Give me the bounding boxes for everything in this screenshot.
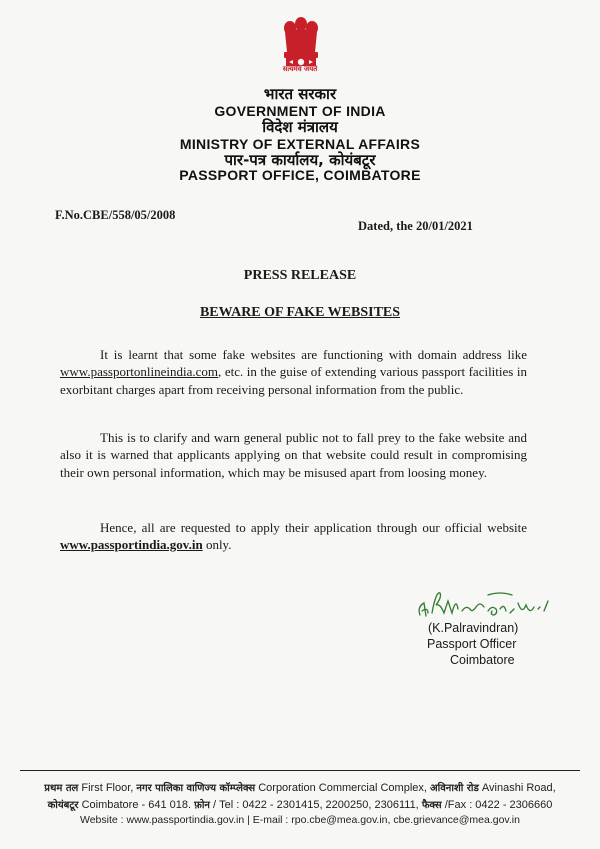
- footer-road: Avinashi Road,: [481, 782, 556, 794]
- footer-hindi-tel: फ़ोन: [194, 800, 210, 811]
- footer-contact-line: Website : www.passportindia.gov.in | E-mail : rpo.cbe@mea.gov.in, cbe.grievance@mea.gov.in: [80, 814, 520, 826]
- paragraph-1-start: It is learnt that some fake websites are functioning with domain address like: [100, 347, 527, 362]
- footer-fax: /Fax : 0422 - 2306660: [444, 799, 553, 811]
- footer-complex: Corporation Commercial Complex,: [258, 782, 427, 794]
- paragraph-2-text: This is to clarify and warn general public not to fall prey to the fake website and also it is warned that applicants applying on that website could result in compromising their own personal information, which may be misused apart from loosing money.: [60, 430, 527, 480]
- handwritten-signature-graphic: [414, 583, 564, 623]
- government-title: GOVERNMENT OF INDIA: [214, 103, 386, 119]
- official-website-link[interactable]: www.passportindia.gov.in: [60, 537, 203, 553]
- footer-telephone: / Tel : 0422 - 2301415, 2200250, 2306111,: [213, 799, 419, 811]
- hindi-office-title: पार-पत्र कार्यालय, कोयंबटूर: [224, 151, 376, 169]
- footer-hindi-city: कोयंबटूर: [47, 800, 79, 811]
- footer-divider: [20, 770, 580, 771]
- signature-image: [414, 583, 564, 623]
- office-title: PASSPORT OFFICE, COIMBATORE: [179, 167, 421, 183]
- state-emblem-icon: [271, 12, 331, 86]
- hindi-government-title: भारत सरकार: [263, 85, 337, 103]
- footer-address-line-1: [0, 780, 600, 794]
- paragraph-1-end: , etc. in the guise of extending various passport facilities in exorbitant charges apart from receiving personal information from the public.: [60, 364, 527, 397]
- signatory-designation: Passport Officer: [427, 637, 517, 651]
- paragraph-1: [60, 346, 527, 398]
- paragraph-3-start: Hence, all are requested to apply their application through our official website: [100, 520, 527, 535]
- emblem-graphic: [271, 12, 331, 86]
- footer-floor: First Floor,: [81, 782, 134, 794]
- paragraph-2: [60, 429, 527, 481]
- file-number: F.No.CBE/558/05/2008: [55, 208, 176, 222]
- footer-address-line-2: [0, 797, 600, 811]
- footer-hindi-complex: नगर पालिका वाणिज्य कॉम्प्लेक्स: [136, 783, 256, 794]
- footer-hindi-fax: फैक्स: [421, 800, 442, 811]
- fake-website-link: www.passportonlineindia.com: [60, 364, 219, 380]
- ministry-title: MINISTRY OF EXTERNAL AFFAIRS: [179, 136, 421, 152]
- subject-title: BEWARE OF FAKE WEBSITES: [199, 305, 401, 320]
- subject-wrapper: [0, 305, 600, 321]
- date-line: Dated, the 20/01/2021: [358, 219, 473, 233]
- paragraph-3: [60, 519, 527, 554]
- footer-city: Coimbatore - 641 018.: [81, 799, 192, 811]
- paragraph-3-end: only.: [202, 537, 232, 553]
- emblem-motto: सत्यमेव जयते: [282, 65, 318, 73]
- footer-hindi-floor: प्रथम तल: [44, 783, 79, 794]
- signatory-name: (K.Palravindran): [428, 621, 519, 635]
- footer-hindi-road: अविनाशी रोड: [430, 783, 479, 794]
- signatory-location: Coimbatore: [450, 653, 515, 667]
- press-release-title: PRESS RELEASE: [243, 268, 357, 283]
- hindi-ministry-title: विदेश मंत्रालय: [262, 118, 338, 136]
